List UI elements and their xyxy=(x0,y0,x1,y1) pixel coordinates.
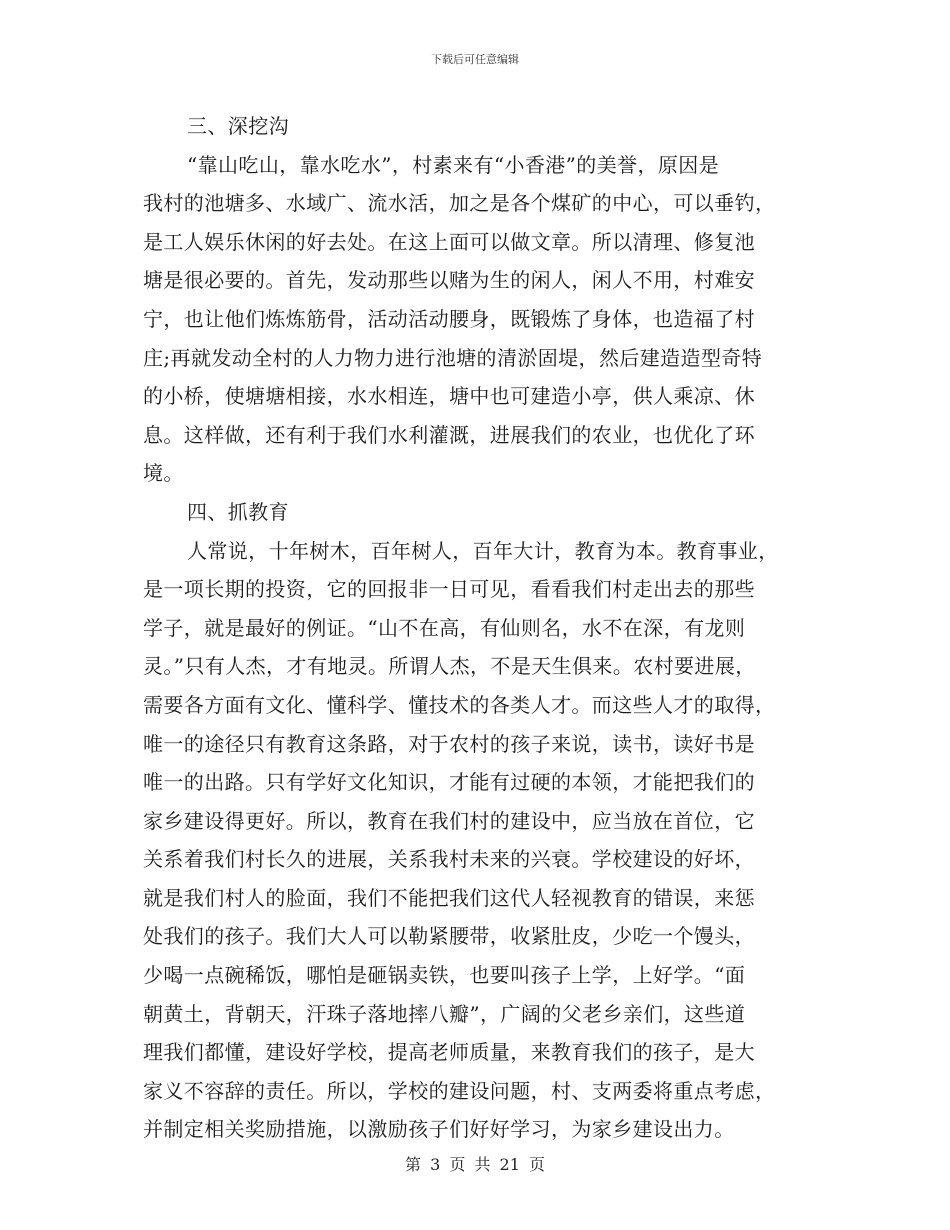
paragraph-line: 唯一的途径只有教育这条路，对于农村的孩子来说，读书，读好书是 xyxy=(143,731,755,756)
section-heading: 三、深挖沟 xyxy=(187,114,289,138)
page-number-footer: 第 3 页 共 21 页 xyxy=(405,1155,545,1174)
paragraph-line: 宁，也让他们炼炼筋骨，活动活动腰身，既锻炼了身体，也造福了村 xyxy=(143,306,755,331)
paragraph-line: 是一项长期的投资，它的回报非一日可见，看看我们村走出去的那些 xyxy=(143,577,755,602)
document-body xyxy=(143,107,811,1149)
paragraph-line: “靠山吃山，靠水吃水”，村素来有“小香港”的美誉，原因是 xyxy=(187,152,720,177)
paragraph-line: 就是我们村人的脸面，我们不能把我们这代人轻视教育的错误，来惩 xyxy=(143,885,755,910)
paragraph-line: 塘是很必要的。首先，发动那些以赌为生的闲人，闲人不用，村难安 xyxy=(143,268,755,293)
paragraph-line: 学子，就是最好的例证。“山不在高，有仙则名，水不在深，有龙则 xyxy=(143,615,746,640)
section-heading: 四、抓教育 xyxy=(187,499,289,524)
paragraph-line: 理我们都懂，建设好学校，提高老师质量，来教育我们的孩子，是大 xyxy=(143,1040,755,1065)
paragraph-line: 家乡建设得更好。所以，教育在我们村的建设中，应当放在首位，它 xyxy=(143,808,755,833)
paragraph-line: 需要各方面有文化、懂科学、懂技术的各类人才。而这些人才的取得， xyxy=(143,692,776,717)
paragraph-line: 处我们的孩子。我们大人可以勒紧腰带，收紧肚皮，少吃一个馒头， xyxy=(143,924,755,949)
paragraph-line: 我村的池塘多、水域广、流水活，加之是各个煤矿的中心，可以垂钓， xyxy=(143,191,776,216)
paragraph-line: 是工人娱乐休闲的好去处。在这上面可以做文章。所以清理、修复池 xyxy=(143,229,755,254)
paragraph-line: 息。这样做，还有利于我们水利灌溉，进展我们的农业，也优化了环 xyxy=(143,422,755,447)
paragraph-line: 少喝一点碗稀饭，哪怕是砸锅卖铁，也要叫孩子上学，上好学。“面 xyxy=(143,963,746,988)
paragraph-line: 关系着我们村长久的进展，关系我村未来的兴衰。学校建设的好坏， xyxy=(143,847,755,872)
paragraph-line: 朝黄土，背朝天，汗珠子落地摔八瓣”，广阔的父老乡亲们，这些道 xyxy=(143,1001,746,1026)
page-header: 下载后可任意编辑 xyxy=(431,53,519,66)
paragraph-line: 并制定相关奖励措施，以激励孩子们好好学习，为家乡建设出力。 xyxy=(143,1117,735,1142)
paragraph-line: 庄;再就发动全村的人力物力进行池塘的清淤固堤，然后建造造型奇特 xyxy=(143,345,763,370)
paragraph-line: 人常说，十年树木，百年树人，百年大计，教育为本。教育事业， xyxy=(187,538,779,563)
paragraph-line: 境。 xyxy=(143,461,184,486)
paragraph-line: 家义不容辞的责任。所以，学校的建设问题，村、支两委将重点考虑， xyxy=(143,1078,776,1103)
paragraph-line: 灵。”只有人杰，才有地灵。所谓人杰，不是天生俱来。农村要进展， xyxy=(143,654,756,679)
paragraph-line: 的小桥，使塘塘相接，水水相连，塘中也可建造小亭，供人乘凉、休 xyxy=(143,384,755,409)
paragraph-line: 唯一的出路。只有学好文化知识，才能有过硬的本领，才能把我们的 xyxy=(143,770,755,795)
